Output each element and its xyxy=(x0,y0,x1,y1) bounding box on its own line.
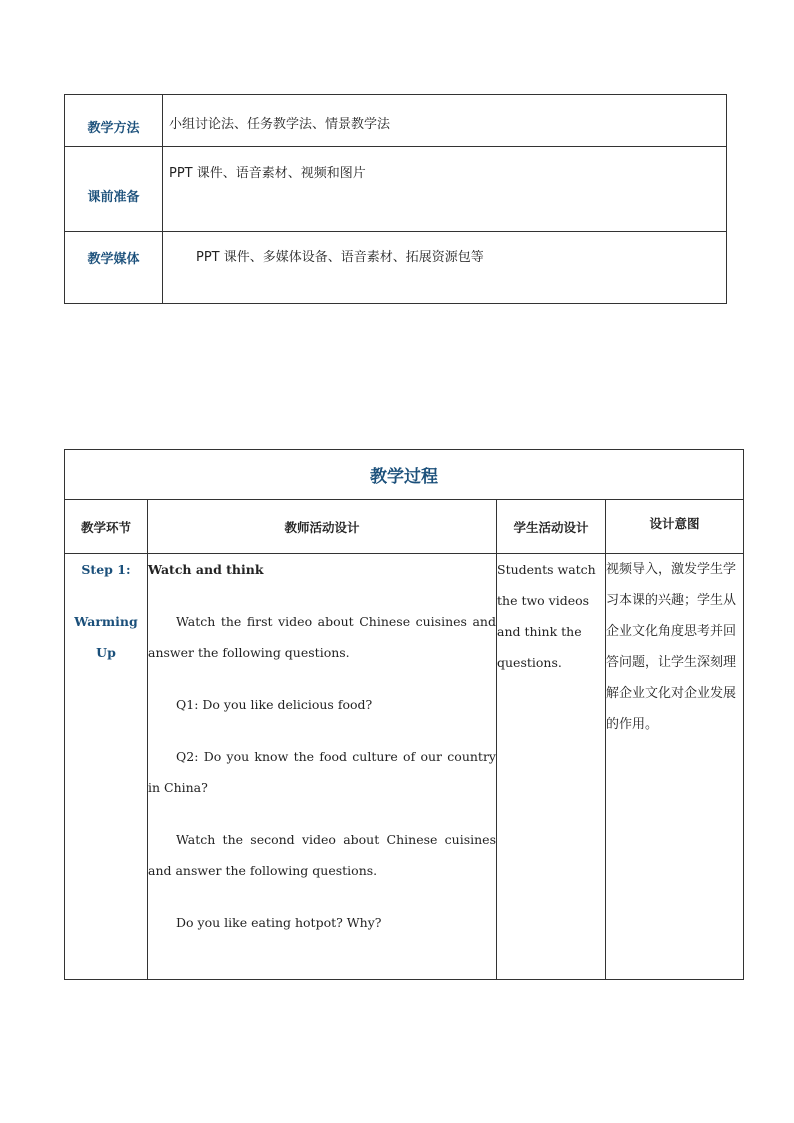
step-row xyxy=(65,554,744,980)
question-1: Q1: Do you like delicious food? xyxy=(176,697,373,712)
question-2: Q2: Do you know the food culture of our country in China? xyxy=(148,749,496,795)
media-row xyxy=(65,232,727,304)
preparation-value: PPT 课件、语音素材、视频和图片 xyxy=(163,147,727,232)
process-header-row xyxy=(65,500,744,554)
step-number: Step 1: xyxy=(81,562,131,577)
design-intent-cell: 视频导入，激发学生学习本课的兴趣；学生从企业文化角度思考并回答问题，让学生深刻理解企业文化对企业发展的作用。 xyxy=(606,554,744,980)
process-title: 教学过程 xyxy=(65,450,744,500)
header-stage: 教学环节 xyxy=(65,500,148,554)
student-activity-cell: Students watch the two videos and think the questions. xyxy=(497,554,606,980)
task-1: Watch the first video about Chinese cuisines and answer the following questions. xyxy=(148,614,496,660)
process-title-row xyxy=(65,450,744,500)
media-value: PPT 课件、多媒体设备、语音素材、拓展资源包等 xyxy=(163,232,727,304)
method-row xyxy=(65,95,727,147)
teaching-info-table xyxy=(64,94,727,304)
preparation-row xyxy=(65,147,727,232)
task-2: Watch the second video about Chinese cuisines and answer the following questions. xyxy=(148,832,496,878)
header-student: 学生活动设计 xyxy=(497,500,606,554)
method-label: 教学方法 xyxy=(65,95,163,147)
step-name: Warming Up xyxy=(74,614,138,660)
header-teacher: 教师活动设计 xyxy=(148,500,497,554)
question-3: Do you like eating hotpot? Why? xyxy=(176,915,382,930)
teacher-activity-cell xyxy=(148,554,497,980)
teaching-process-table xyxy=(64,449,744,980)
method-value: 小组讨论法、任务教学法、情景教学法 xyxy=(163,95,727,147)
step-cell xyxy=(65,554,148,980)
media-label: 教学媒体 xyxy=(65,232,163,304)
preparation-label: 课前准备 xyxy=(65,147,163,232)
header-intent: 设计意图 xyxy=(606,500,744,554)
activity-heading: Watch and think xyxy=(148,562,264,577)
